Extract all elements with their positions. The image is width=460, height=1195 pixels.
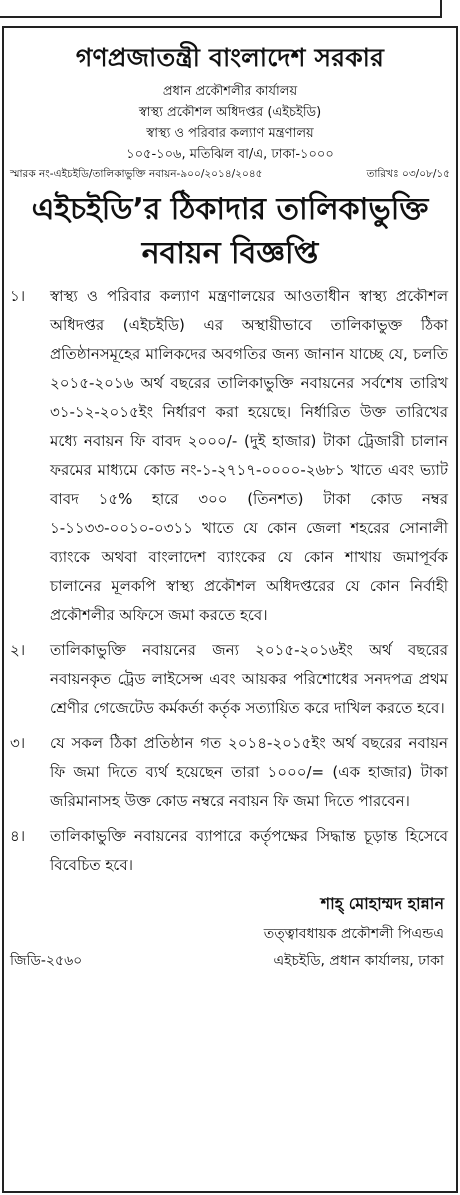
footer-row: [4, 948, 456, 974]
notice-item: [10, 282, 448, 630]
memo-number: স্মারক নং-এইচইডি/তালিকাভুক্তি নবায়ন-৯০০/২০১৪/২০৪৫: [10, 168, 263, 180]
notice-frame: [2, 26, 458, 1193]
department-name: স্বাস্থ্য প্রকৌশল অধিদপ্তর (এইচইডি): [138, 105, 322, 120]
signatory-name: শাহ্ মোহাম্মদ হান্নান: [320, 894, 444, 913]
signature-block: [4, 888, 456, 948]
item-number: ২।: [10, 641, 26, 659]
signatory-designation: তত্ত্বাবধায়ক প্রকৌশলী পিএন্ডএ: [263, 926, 444, 942]
notice-item: [10, 636, 448, 723]
office-address: ১০৫-১০৬, মতিঝিল বা/এ, ঢাকা-১০০০: [126, 147, 334, 162]
notice-item: [10, 729, 448, 816]
top-border-fragment: [0, 0, 442, 18]
memo-date: তারিখঃ ০৩/০৮/১৫: [366, 168, 450, 180]
notice-item: [10, 822, 448, 880]
memo-row: [4, 165, 456, 184]
notice-title-line1: এইচইডি’র ঠিকাদার তালিকাভুক্তি: [31, 192, 429, 227]
item-text: তালিকাভুক্তি নবায়নের ব্যাপারে কর্তৃপক্ষের সিদ্ধান্ত চূড়ান্ত হিসেবে বিবেচিত হবে।: [50, 827, 448, 874]
item-text: স্বাস্থ্য ও পরিবার কল্যাণ মন্ত্রণালয়ের আওতাধীন স্বাস্থ্য প্রকৌশল অধিদপ্তর (এইচইডি) এর অস্থায়ীভাবে তালিকাভুক্ত ঠিকা প্রতিষ্ঠানসমূহের মালিকদের অবগতির জন্য জানান যাচ্ছে যে, চলতি ২০১৫-২০১৬ অর্থ বছরের তালিকাভুক্তি নবায়নের সর্বশেষ তারিখ ৩১-১২-২০১৫ইং নির্ধারণ করা হয়েছে। নির্ধারিত উক্ত তারিখের মধ্যে নবায়ন ফি বাবদ ২০০০/- (দুই হাজার) টাকা ট্রেজারী চালান ফরমের মাধ্যমে কোড নং-১-২৭১৭-০০০০-২৬৮১ খাতে এবং ভ্যাট বাবদ ১৫% হারে ৩০০ (তিনশত) টাকা কোড নম্বর ১-১১৩৩-০০১০-০৩১১ খাতে যে কোন জেলা শহরের সোনালী ব্যাংকে অথবা বাংলাদেশ ব্যাংকের যে কোন শাখায় জমাপূর্বক চালানের মূলকপি স্বাস্থ্য প্রকৌশল অধিদপ্তরের যে কোন নির্বাহী প্রকৌশলীর অফিসে জমা করতে হবে।: [50, 287, 448, 624]
notice-items: [4, 276, 456, 880]
notice-header: [4, 38, 456, 165]
ministry-name: স্বাস্থ্য ও পরিবার কল্যাণ মন্ত্রণালয়: [146, 126, 314, 141]
notice-title-line2: নবায়ন বিজ্ঞপ্তি: [141, 236, 319, 271]
notice-title: [4, 188, 456, 276]
item-text: তালিকাভুক্তি নবায়নের জন্য ২০১৫-২০১৬ইং অর্থ বছরের নবায়নকৃত ট্রেড লাইসেন্স এবং আয়কর পরিশোধের সনদপত্র প্রথম শ্রেণীর গেজেটেড কর্মকর্তা কর্তৃক সত্যায়িত করে দাখিল করতে হবে।: [50, 641, 448, 717]
item-text: যে সকল ঠিকা প্রতিষ্ঠান গত ২০১৪-২০১৫ইং অর্থ বছরের নবায়ন ফি জমা দিতে ব্যর্থ হয়েছেন তারা ১০০০/= (এক হাজার) টাকা জরিমানাসহ উক্ত কোড নম্বরে নবায়ন ফি জমা দিতে পারবেন।: [50, 734, 448, 810]
item-number: ১।: [10, 287, 26, 305]
item-number: ৪।: [10, 827, 26, 845]
office-name: প্রধান প্রকৌশলীর কার্যালয়: [162, 84, 298, 99]
notice-code: জিডি-২৫৬০: [10, 953, 83, 969]
item-number: ৩।: [10, 734, 26, 752]
government-title: গণপ্রজাতন্ত্রী বাংলাদেশ সরকার: [75, 43, 385, 72]
signatory-office: এইচইডি, প্রধান কার্যালয়, ঢাকা: [273, 953, 444, 969]
